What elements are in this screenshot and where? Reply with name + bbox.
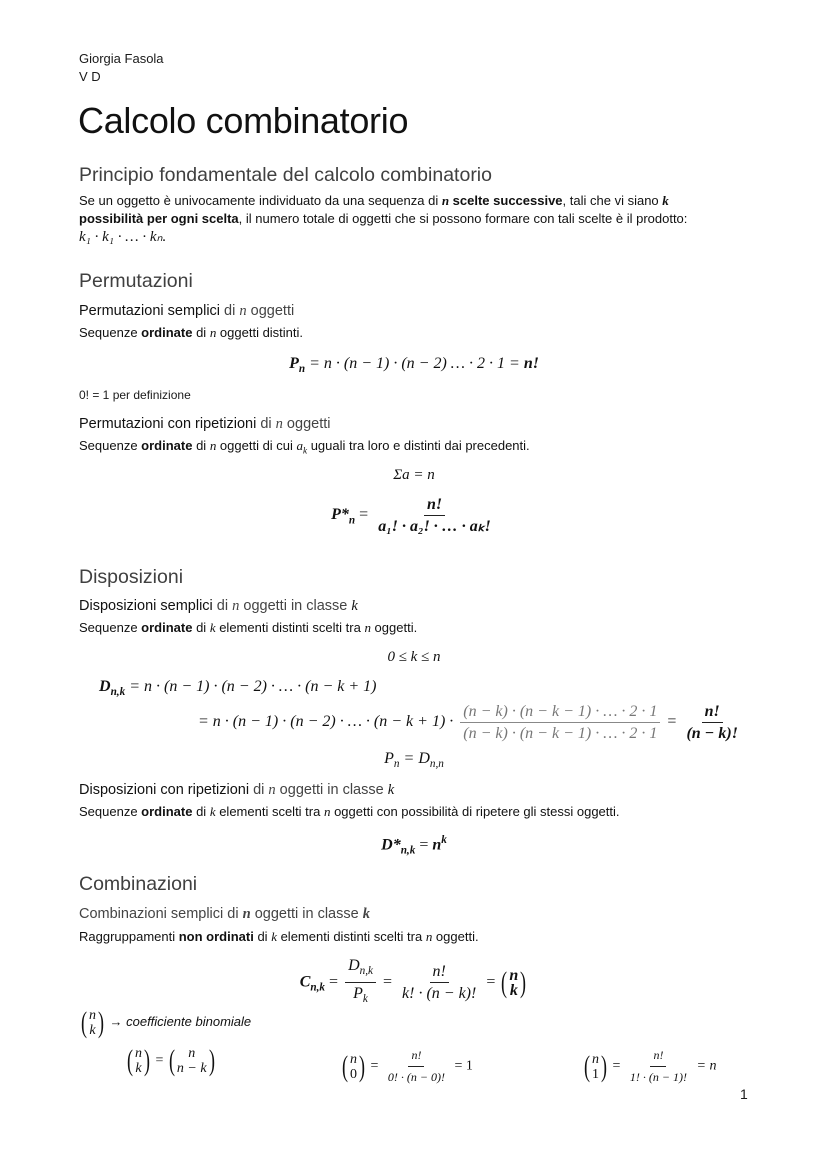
expression: = n · (n − 1) · (n − 2) · … · (n − k + 1) · [198,713,458,731]
text: di [253,929,272,944]
numerator: D [348,957,360,974]
binomial-n-choose-0: ( n 0 ) = $\frac{n!}{0! \cdot (n - 0)!}$ = 1 [340,1046,473,1087]
binomial-coefficient-definition [79,1008,251,1038]
var: n [425,929,433,944]
var: n [242,906,251,922]
fraction-d-over-p [345,956,376,1009]
binomial-symmetry-identity: ( n k ) = ( n n − k ) [127,1044,215,1077]
section-heading-permutazioni: Permutazioni [79,270,193,292]
subheading-disposizioni-ripetizioni [79,782,394,799]
var: a [296,438,304,453]
formula-permutazioni-semplici [0,355,828,375]
text: Raggruppamenti [79,929,179,944]
result-fraction [683,702,740,743]
denominator: P [353,985,363,1003]
subheading-permutazioni-semplici [79,303,294,320]
text: oggetti in classe [275,782,388,798]
subheading-disposizioni-semplici [79,598,358,615]
fraction [375,495,494,536]
var: n [275,416,283,432]
text: oggetti. [370,620,418,635]
bold-text: Permutazioni semplici [79,303,221,319]
var: k [362,906,370,922]
result: = 1 [451,1058,473,1074]
text: Sequenze [79,325,142,340]
text: Se un oggetto è univocamente individuato da una sequenza di [79,193,442,208]
text: di [192,620,210,635]
var-n: n [441,193,450,208]
text: di [192,438,210,453]
text: oggetti di cui [216,438,297,453]
binom-top: n [592,1051,599,1067]
var: k [387,782,395,798]
class-label: V D [79,69,101,84]
document-title: Calcolo combinatorio [78,100,409,141]
text: di [192,325,210,340]
denominator: 0! · (n − 0)! [387,1070,445,1084]
expression: = n · (n − 1) · (n − 2) · … · (n − k + 1) [125,678,377,695]
sum-constraint: Σa = n [393,467,435,483]
section-heading-disposizioni: Disposizioni [79,566,184,588]
subscript: n,k [310,981,326,994]
text: oggetti con possibilità di ripetere gli stessi oggetti. [330,804,620,819]
section-heading-combinazioni: Combinazioni [79,873,198,895]
product-formula: k₁ · k₁ · … · kₙ. [79,229,167,245]
text: , il numero totale di oggetti che si possono formare con tali scelte è il prodotto: [238,211,688,226]
bold-text: scelte successive [449,193,563,208]
var: k [209,620,216,635]
text: Sequenze [79,804,142,819]
base: n [432,836,442,854]
factorial-zero-note: 0! = 1 per definizione [79,388,191,402]
binom-top: n [188,1046,196,1061]
text: oggetti [282,416,331,432]
binom-top: n [350,1051,357,1067]
denominator: k! · (n − k)! [402,985,477,1003]
text: Sequenze [79,438,142,453]
subheading-combinazioni-semplici [79,906,370,923]
page-number: 1 [740,1086,748,1102]
principio-paragraph [79,192,749,246]
numerator: n! [430,962,449,983]
binom-top: n [89,1008,96,1023]
disposizioni-semplici-desc [79,619,417,637]
text: di [220,303,240,319]
binom-bottom: k [135,1061,142,1076]
subheading-permutazioni-ripetizioni [79,416,330,433]
text: oggetti [246,303,295,319]
binom-bottom: n − k [176,1061,207,1076]
denominator: 1! · (n − 1)! [629,1070,687,1084]
disposizioni-ripetizioni-desc [79,803,620,821]
bold-text: ordinate [141,325,193,340]
numerator: n! [424,495,445,516]
var: k [209,804,216,819]
var: n [209,438,217,453]
var: n [364,620,371,635]
denominator: (n − k)! [686,725,738,742]
var: k [271,929,277,944]
symbol: P* [331,506,349,524]
bold-text: ordinate [141,438,193,453]
text: uguali tra loro e distinti dai precedenti. [307,438,530,453]
expression: = n · (n − 1) · (n − 2) … · 2 · 1 = [305,355,524,372]
binomial-n-choose-1: ( n 1 ) = $\frac{n!}{1! \cdot (n - 1)!}$ = n [582,1046,716,1087]
binom-bottom: 0 [350,1066,357,1082]
text: di [212,598,233,614]
var: n [268,782,276,798]
bold-text: Permutazioni con ripetizioni [79,416,257,432]
text: elementi scelti tra [215,804,324,819]
author-name: Giorgia Fasola [79,51,164,66]
binom-bottom: k [509,981,518,999]
symbol: C [299,973,311,991]
formula-permutazioni-ripetizioni: $P*_n$ = $\frac{n!}{\text{a₁! · a₂! · … · aₖ!}}$ [0,495,828,536]
text: oggetti. [432,929,479,944]
subscript: n [393,758,400,771]
text: , tali che vi siano [562,193,663,208]
var: n [323,804,331,819]
bold-text: ordinate [141,804,193,819]
expression: = D [399,750,430,767]
numerator: (n − k) · (n − k − 1) · … · 2 · 1 [460,702,660,723]
formula-disposizioni-line2 [198,702,744,743]
var: n [209,325,217,340]
denominator: a₁! · a₂! · … · aₖ! [378,518,491,535]
result: = n [693,1058,717,1074]
text: oggetti in classe [239,598,352,614]
text: oggetti in classe [250,906,363,922]
bold-text: Disposizioni semplici [79,598,213,614]
subscript: n,k [110,686,126,699]
subscript: n,k [359,965,373,978]
binom-top: n [135,1046,142,1061]
fraction-factorial [399,962,479,1003]
subscript: n,n [429,758,444,771]
formula-disposizioni-line1 [99,678,376,698]
subscript: k [362,993,368,1006]
var: n [232,598,240,614]
var-k: k [662,193,669,208]
var: n [239,303,247,319]
symbol: D* [381,836,401,854]
relation-pn-dnn [0,750,828,770]
bold-text: possibilità per ogni scelta [79,211,239,226]
subscript: n [348,514,356,527]
subscript: k [303,445,308,456]
binom-top: n [509,966,519,984]
permutazioni-semplici-desc [79,324,303,342]
exponent: k [441,834,447,846]
var: k [351,598,358,614]
identity-fraction [460,702,660,743]
text: oggetti distinti. [216,325,304,340]
equals: = [415,836,433,854]
binom-bottom: 1 [592,1066,599,1082]
subscript: n [298,363,306,376]
binom-bottom: k [89,1023,96,1038]
formula-disposizioni-ripetizioni [0,834,828,857]
denominator: (n − k) · (n − k − 1) · … · 2 · 1 [463,725,658,742]
text: elementi distinti scelti tra [215,620,365,635]
text: elementi distinti scelti tra [276,929,426,944]
label: → coefficiente binomiale [109,1014,252,1030]
permutazioni-ripetizioni-desc [79,437,530,460]
text: Combinazioni semplici di [79,906,243,922]
symbol: P [384,750,394,767]
binomial: ( n k ) [501,965,527,999]
bold-text: non ordinati [178,929,254,944]
formula-combinazioni: $C_{n,k}$ = $\frac{D_{n,k}}{P_k}$ = $\frac{n!}{k! \cdot (n - k)!}$ = ( n k ) [0,956,828,1009]
text: Sequenze [79,620,142,635]
result: n! [523,355,539,372]
bold-text: ordinate [141,620,193,635]
combinazioni-semplici-desc [79,928,479,946]
symbol: D [99,678,111,695]
numerator: n! [408,1046,424,1067]
text: di [256,416,276,432]
bold-text: Disposizioni con ripetizioni [79,782,250,798]
equals: = [663,713,681,731]
binomial: ( n k ) [81,1006,104,1039]
numerator: n! [702,702,723,723]
text: di [192,804,210,819]
k-constraint: 0 ≤ k ≤ n [387,649,441,665]
symbol: P [289,355,299,372]
subscript: n,k [400,844,416,857]
section-heading-principio: Principio fondamentale del calcolo combinatorio [79,164,492,186]
numerator: n! [650,1046,666,1067]
text: di [249,782,269,798]
